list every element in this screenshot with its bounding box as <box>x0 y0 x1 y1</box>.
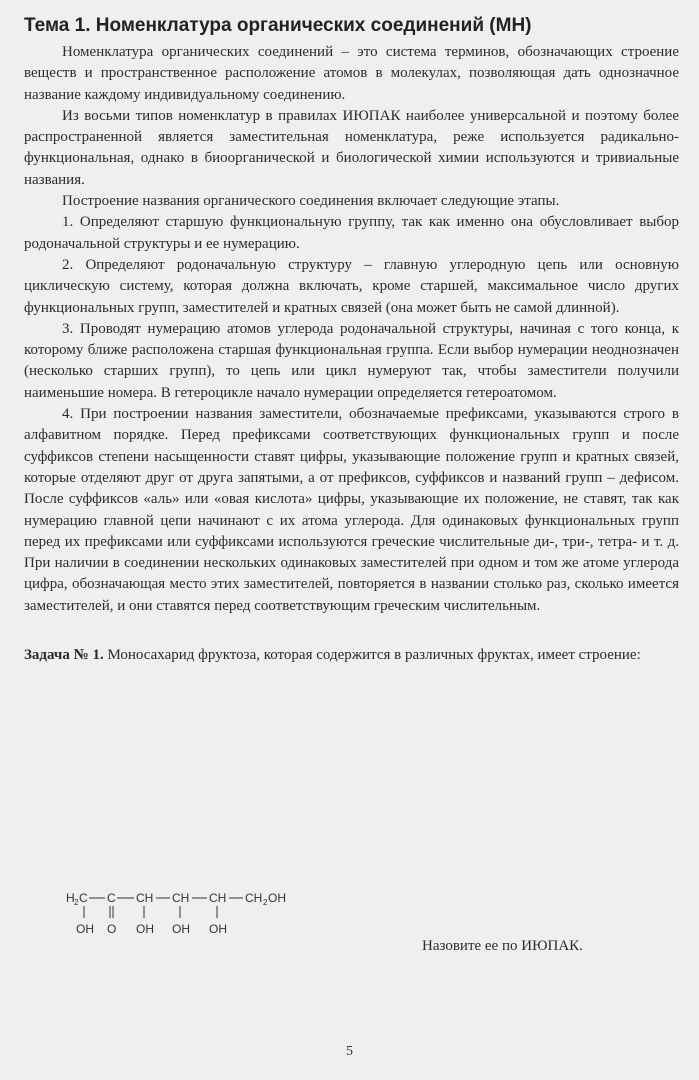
paragraph-stages-intro: Построение названия органического соединения включает следующие этапы. <box>62 193 560 210</box>
formula-atom-h2c-c: C <box>79 891 88 905</box>
task-text: Моносахарид фруктоза, которая содержится в различных фруктах, имеет строение: <box>103 647 641 664</box>
formula-atom-ch-3: CH <box>209 891 227 905</box>
formula-atom-c: C <box>107 891 116 905</box>
page-title: Тема 1. Номенклатура органических соединений (МН) <box>24 15 532 36</box>
formula-sub-oh-1: OH <box>76 922 94 936</box>
body-text <box>24 42 679 617</box>
paragraph-step-3: 3. Проводят нумерацию атомов углерода родоначальной структуры, начиная с того конца, к которому ближе расположена старшая функциональная группа. Если выбор нумерации неоднозначен (несколько старших групп), то цепь или цикл нумеруют так, чтобы заместители получили наименьшие номера. В гетероцикле начало нумерации определяется гетероатомом. <box>24 320 679 401</box>
name-prompt: Назовите ее по ИЮПАК. <box>422 938 583 954</box>
paragraph-step-1: 1. Определяют старшую функциональную группу, так как именно она обусловливает выбор родоначальной структуры и ее нумерацию. <box>24 214 679 252</box>
formula-atom-h2c-sub: 2 <box>74 898 79 907</box>
formula-sub-oh-5: OH <box>209 922 227 936</box>
formula-atom-h2c-h: H <box>66 891 75 905</box>
formula-atom-ch2oh-oh: OH <box>268 891 286 905</box>
paragraph-step-2: 2. Определяют родоначальную структуру – главную углеродную цепь или основную циклическую систему, которая должна включать, кроме старшей, максимальное число других функциональных групп, заместителей и кратных связей (она может быть не самой длинной). <box>24 256 679 316</box>
formula-sub-oh-3: OH <box>136 922 154 936</box>
paragraph-nomenclature-types: Из восьми типов номенклатур в правилах ИЮПАК наиболее универсальной и поэтому более распространенной является заместительная номенклатура, реже используется радикально-функциональная, однако в биоорганической и биологической химии используются и тривиальные названия. <box>24 107 679 188</box>
task-label: Задача № 1. <box>24 647 104 664</box>
formula-atom-ch2oh-sub: 2 <box>263 898 268 907</box>
paragraph-definition: Номенклатура органических соединений – это система терминов, обозначающих строение веществ и пространственное расположение атомов в молекулах, позволяющая дать однозначное название каждому индивидуальному соединению. <box>24 44 679 103</box>
fructose-formula-svg <box>64 888 364 948</box>
formula-sub-o: O <box>107 922 117 936</box>
fructose-structural-formula <box>64 888 364 948</box>
formula-atom-ch2oh-ch: CH <box>245 891 263 905</box>
task-1 <box>24 645 679 666</box>
page-number: 5 <box>346 1044 353 1059</box>
formula-atom-ch-1: CH <box>136 891 154 905</box>
formula-atom-ch-2: CH <box>172 891 190 905</box>
formula-sub-oh-4: OH <box>172 922 190 936</box>
paragraph-step-4: 4. При построении названия заместители, обозначаемые префиксами, указываются строго в алфавитном порядке. Перед префиксами соответствующих функциональных групп и после суффиксов степени насыщенности ставят цифры, указывающие положение групп и кратных связей, которые отделяют друг от друга запятыми, а от префиксов, суффиксов и названий групп – дефисом. После суффиксов «аль» или «овая кислота» цифры, указывающие их положение, не ставят, так как нумерацию главной цепи начинают с их атома углерода. Для одинаковых функциональных групп перед их префиксами или суффиксами используются греческие числительные ди-, три-, тетра- и т. д. При наличии в соединении нескольких одинаковых заместителей при одном и том же атоме углерода цифра, обозначающая место этих заместителей, повторяется в названии столько раз, сколько имеется заместителей, и они ставятся перед соответствующим греческим числительным. <box>24 406 679 614</box>
